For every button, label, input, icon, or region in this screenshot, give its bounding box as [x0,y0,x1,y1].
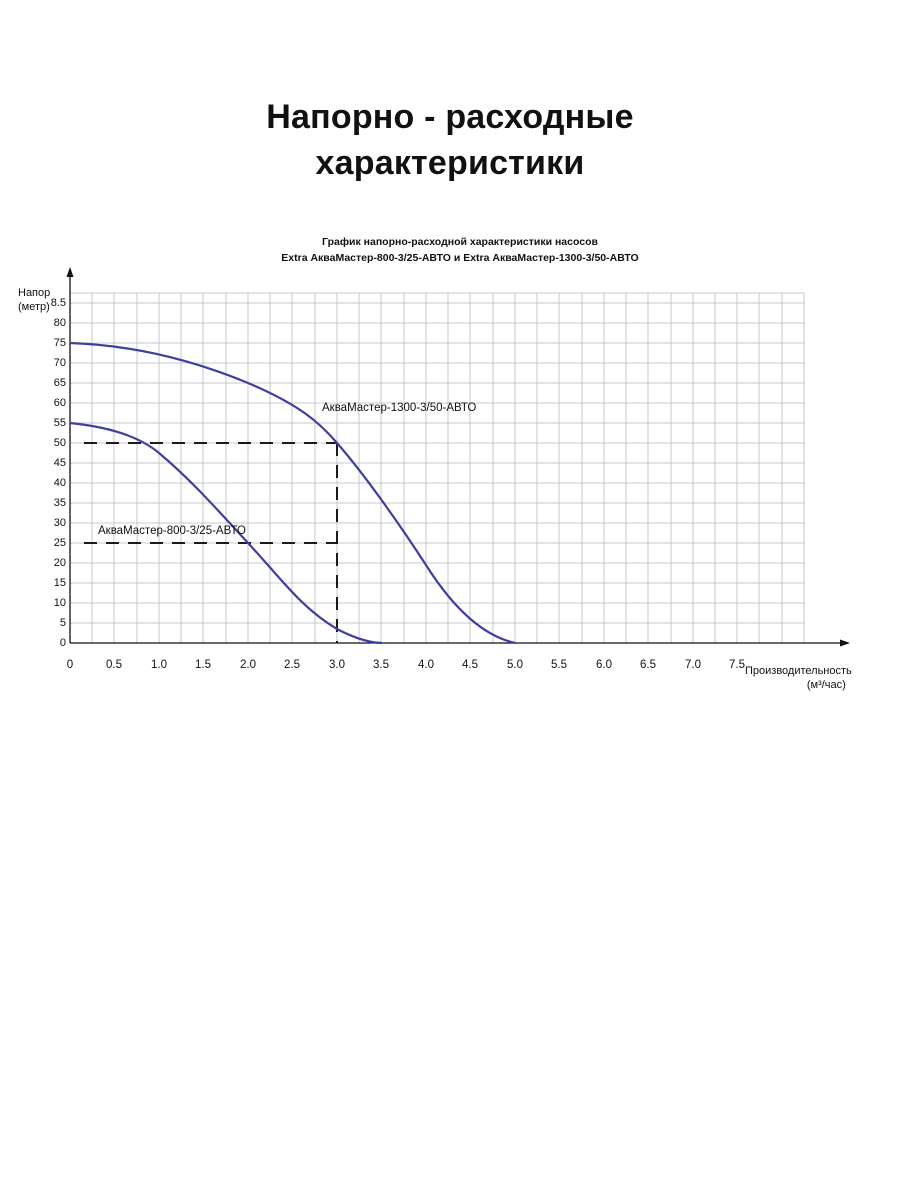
chart-svg [0,235,900,735]
chart-title: График напорно-расходной характеристики насосов [322,235,598,248]
x-tick: 2.5 [284,658,300,671]
plot-area [0,235,900,735]
x-tick: 1.5 [195,658,211,671]
y-tick: 25 [53,536,66,549]
x-tick: 4.5 [462,658,478,671]
y-tick: 15 [53,576,66,589]
y-tick: 20 [53,556,66,569]
label-800: АкваМастер-800-3/25-АВТО [98,524,246,537]
x-axis-label: Производительность (м³/час) [745,664,852,692]
page-title-line2: характеристики [315,143,585,182]
y-tick: 70 [53,356,66,369]
page-title [0,0,900,187]
y-tick: 35 [53,496,66,509]
y-tick: 10 [53,596,66,609]
y-tick: 0 [59,636,66,649]
x-tick: 5.5 [551,658,567,671]
x-tick: 3.0 [329,658,345,671]
x-tick: 0 [66,658,74,671]
grid-lines [70,293,804,643]
x-tick: 7.0 [685,658,701,671]
y-tick: 65 [53,376,66,389]
x-tick: 3.5 [373,658,389,671]
x-tick: 2.0 [240,658,256,671]
y-tick: 50 [53,436,66,449]
chart-container [0,235,900,735]
y-tick: 60 [53,396,66,409]
label-1300: АкваМастер-1300-3/50-АВТО [322,401,477,414]
axes [67,267,851,647]
page-title-line1: Напорно - расходные [266,98,634,136]
x-tick: 7.5 [729,658,745,671]
y-tick: 75 [53,336,66,349]
chart-subtitle: Extra АкваМастер-800-3/25-АВТО и Extra АкваМастер-1300-3/50-АВТО [281,251,639,264]
x-tick: 6.0 [596,658,612,671]
y-tick: 8.5 [50,296,66,309]
x-tick: 1.0 [151,658,167,671]
x-tick: 5.0 [507,658,523,671]
x-tick: 6.5 [640,658,656,671]
x-tick: 0.5 [106,658,122,671]
y-tick: 5 [59,616,66,629]
y-tick: 80 [53,316,66,329]
y-tick: 45 [53,456,66,469]
y-tick: 40 [53,476,66,489]
y-tick: 55 [53,416,66,429]
x-tick: 4.0 [418,658,434,671]
y-tick: 30 [53,516,66,529]
y-axis-label: Напор (метр) [18,286,51,313]
